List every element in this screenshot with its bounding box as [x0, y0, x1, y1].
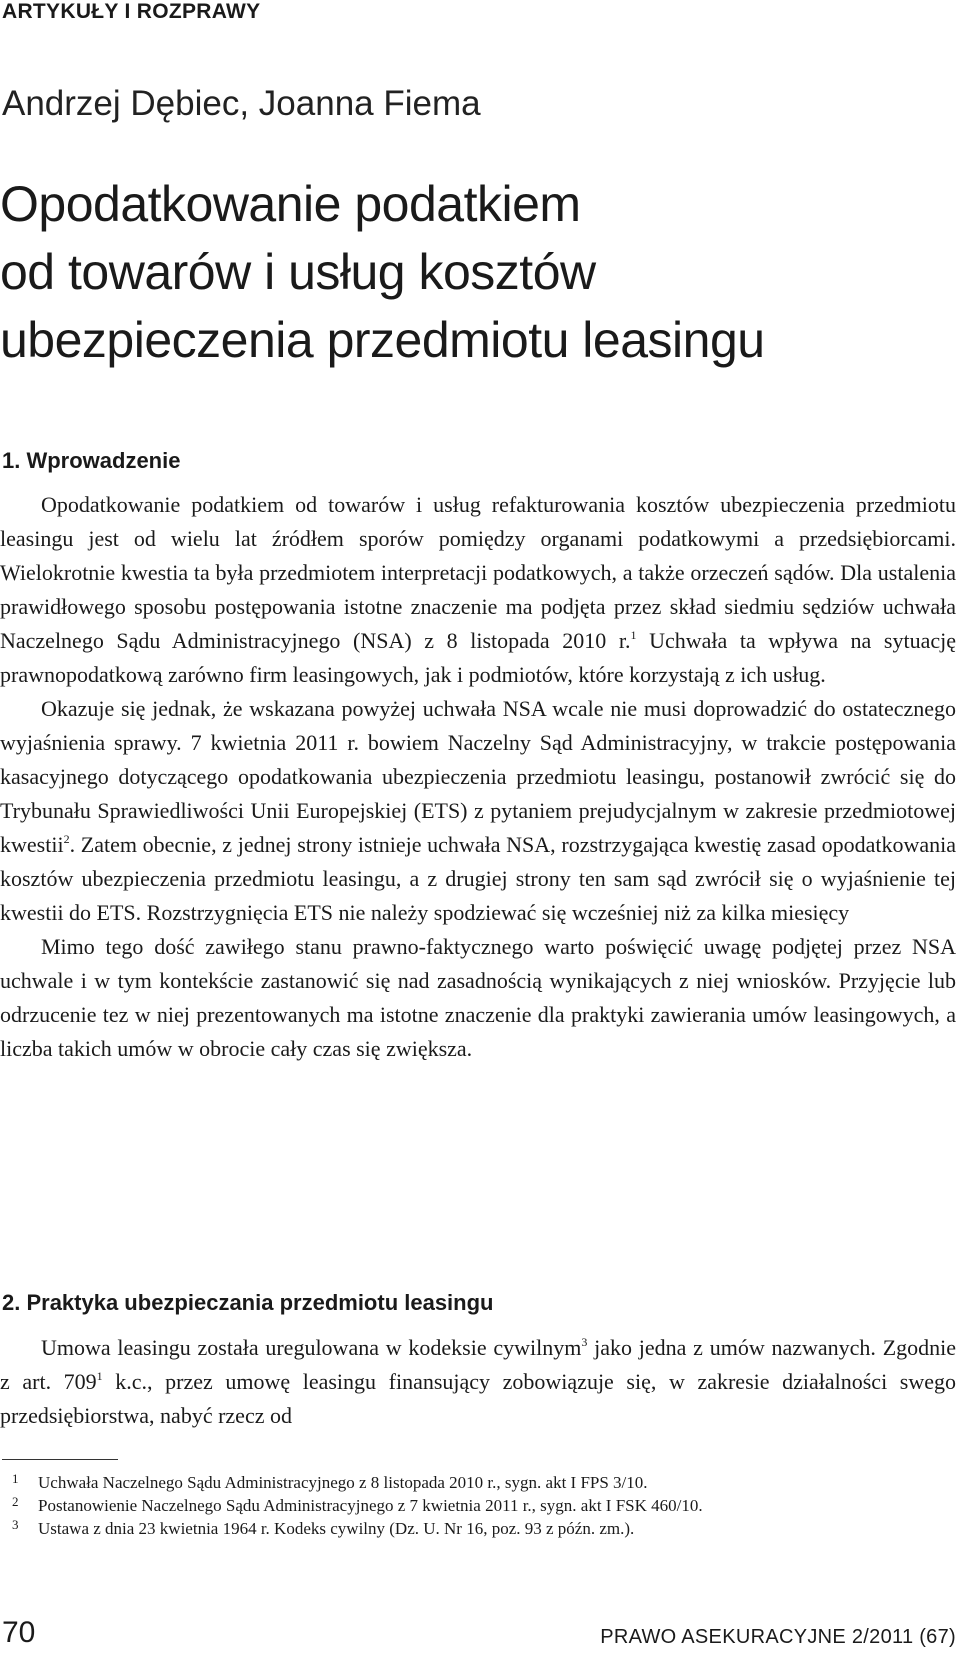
paragraph	[0, 488, 956, 692]
section-1-heading: 1. Wprowadzenie	[2, 448, 181, 473]
footnote	[0, 1494, 956, 1517]
page-number: 70	[2, 1616, 36, 1649]
paragraph-text: . Zatem obecnie, z jednej strony istnieje uchwała NSA, rozstrzygająca kwestię zasad opodatkowania kosztów ubezpieczenia przedmiotu leasingu, a z drugiej strony ten sam sąd zwrócił się o wyjaśnienie tej kwestii do ETS. Rozstrzygnięcia ETS nie należy spodziewać się wcześniej niż za kilka miesięcy	[0, 832, 956, 925]
paragraph: Mimo tego dość zawiłego stanu prawno-faktycznego warto poświęcić uwagę podjętej przez NSA uchwale i w tym kontekście zastanowić się nad zasadnością wynikających z niej wniosków. Przyjęcie lub odrzucenie tez w niej prezentowanych ma istotne znaczenie dla praktyki zawierania umów leasingowych, a liczba takich umów w obrocie cały czas się zwiększa.	[0, 934, 956, 1061]
paragraph	[0, 1331, 956, 1433]
article-title	[0, 170, 765, 374]
paragraph-text: k.c., przez umowę leasingu finansujący zobowiązuje się, w zakresie działalności swego przedsiębiorstwa, nabyć rzecz od	[0, 1369, 956, 1428]
footnote-number: 1	[12, 1471, 19, 1486]
footnote-number: 3	[12, 1517, 19, 1532]
footnote-number: 2	[12, 1494, 19, 1509]
paragraph-text: Umowa leasingu została uregulowana w kodeksie cywilnym	[41, 1335, 582, 1360]
section-2-body	[0, 1331, 956, 1433]
paragraph-text: jako jedna z umów nazwanych. Zgodnie z art. 709	[0, 1335, 957, 1394]
footnote-ref: 3	[581, 1335, 588, 1349]
paragraph-text: Uchwała ta wpływa na sytuację prawnopodatkową zarówno firm leasingowych, jak i podmiotów, które korzystają z ich usług.	[0, 628, 956, 687]
title-line-1: Opodatkowanie podatkiem	[0, 176, 581, 232]
title-line-3: ubezpieczenia przedmiotu leasingu	[0, 312, 765, 368]
footnote-text: Uchwała Naczelnego Sądu Administracyjnego z 8 listopada 2010 r., sygn. akt I FPS 3/10.	[38, 1473, 648, 1492]
section-2-heading: 2. Praktyka ubezpieczania przedmiotu leasingu	[2, 1290, 494, 1315]
journal-name: PRAWO ASEKURACYJNE 2/2011 (67)	[600, 1626, 956, 1648]
paragraph-text: Opodatkowanie podatkiem od towarów i usług refakturowania kosztów ubezpieczenia przedmiotu leasingu jest od wielu lat źródłem sporów pomiędzy organami podatkowymi a przedsiębiorcami. Wielokrotnie kwestia ta była przedmiotem interpretacji podatkowych, a także orzeczeń sądów. Dla ustalenia prawidłowego sposobu postępowania istotne znaczenie ma podjęta przez skład siedmiu sędziów uchwała Naczelnego Sądu Administracyjnego (NSA) z 8 listopada 2010 r.	[0, 492, 956, 653]
footnote	[0, 1471, 956, 1494]
section-1-body	[0, 488, 956, 1066]
paragraph-text: Okazuje się jednak, że wskazana powyżej uchwała NSA wcale nie musi doprowadzić do ostatecznego wyjaśnienia sprawy. 7 kwietnia 2011 r. bowiem Naczelny Sąd Administracyjny, w trakcie postępowania kasacyjnego dotyczącego opodatkowania ubezpieczenia przedmiotu leasingu, postanowił zwrócić się do Trybunału Sprawiedliwości Unii Europejskiej (ETS) z pytaniem prejudycjalnym w zakresie przedmiotowej kwestii	[0, 696, 956, 857]
paragraph	[0, 692, 956, 930]
footnote-ref: 1	[630, 628, 637, 642]
footnotes	[0, 1471, 956, 1540]
footnote	[0, 1517, 956, 1540]
title-line-2: od towarów i usług kosztów	[0, 244, 596, 300]
article-authors: Andrzej Dębiec, Joanna Fiema	[2, 84, 481, 123]
footnote-divider	[2, 1459, 118, 1460]
footnote-text: Postanowienie Naczelnego Sądu Administracyjnego z 7 kwietnia 2011 r., sygn. akt I FSK 460/10.	[38, 1496, 703, 1515]
section-label: ARTYKUŁY I ROZPRAWY	[2, 0, 261, 23]
footnote-text: Ustawa z dnia 23 kwietnia 1964 r. Kodeks cywilny (Dz. U. Nr 16, poz. 93 z późn. zm.).	[38, 1519, 635, 1538]
footnote-ref: 1	[96, 1369, 103, 1383]
footnote-ref: 2	[63, 832, 70, 846]
